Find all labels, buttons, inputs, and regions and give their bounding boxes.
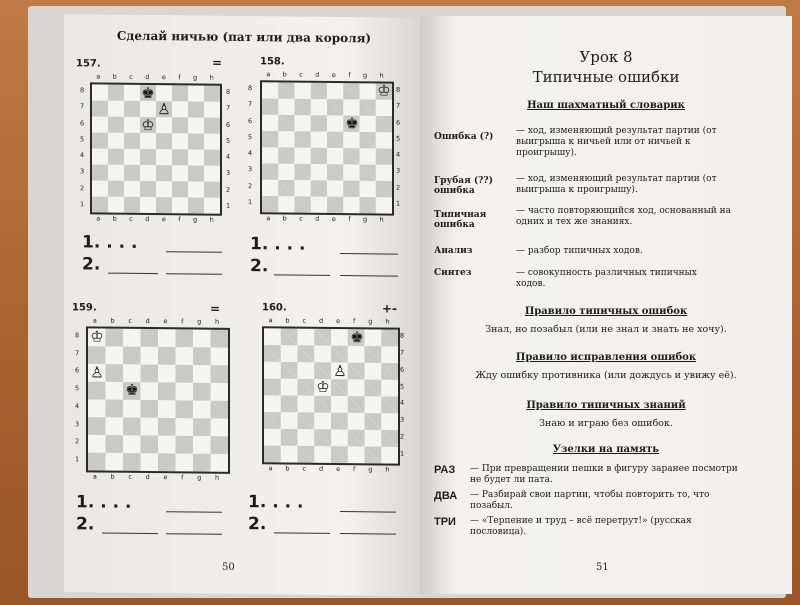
problem-result: = <box>210 301 221 316</box>
files-bottom: a b c d e f g h <box>92 472 220 482</box>
term: Типичная ошибка <box>434 210 487 230</box>
problem-157 <box>74 55 234 300</box>
page-number: 51 <box>596 562 609 573</box>
definition: — совокупность различных типичных ходов. <box>516 268 697 289</box>
answer-line-1: 1. . . . <box>82 232 138 253</box>
dictionary-heading: Наш шахматный словарик <box>527 100 685 111</box>
answer-blank[interactable] <box>166 533 222 535</box>
answer-blank[interactable] <box>274 532 330 534</box>
files-top: a b c d e f g h <box>266 70 384 80</box>
files-top: a b c d e f g h <box>268 316 390 326</box>
chess-board <box>260 80 394 215</box>
problem-number: 158. <box>260 56 285 68</box>
white-king-icon: ♔ <box>316 377 330 396</box>
black-king-icon: ♚ <box>125 380 139 399</box>
rule1-text: Знал, но позабыл (или не знал и знать не хочу). <box>485 324 727 335</box>
term: Синтез <box>434 268 472 278</box>
ranks-right: 8 7 6 5 4 3 2 1 <box>226 87 231 210</box>
memo-key: РАЗ <box>434 464 456 476</box>
answer-blank[interactable] <box>340 511 396 513</box>
memo-heading: Узелки на память <box>552 444 660 455</box>
term: Грубая (??) ошибка <box>434 176 493 196</box>
problem-number: 157. <box>76 58 101 70</box>
definition: — ход, изменяющий результат партии (от выигрыша к проигрышу). <box>516 174 717 195</box>
chess-board <box>86 326 230 474</box>
files-top: a b c d e f g h <box>92 316 220 326</box>
white-pawn-icon: ♙ <box>90 363 104 382</box>
white-king-icon: ♔ <box>141 115 155 135</box>
rule1-heading: Правило типичных ошибок <box>524 306 688 317</box>
term: Ошибка (?) <box>434 132 494 142</box>
definition: — ход, изменяющий результат партии (от выигрыша к ничьей или от ничьей к проигрышу). <box>516 126 717 158</box>
ranks-left: 8 7 6 5 4 3 2 1 <box>248 84 253 206</box>
files-bottom: a b c d e f g h <box>266 214 384 224</box>
lesson-title: Типичные ошибки <box>532 68 680 86</box>
white-king-icon: ♔ <box>377 81 391 100</box>
white-pawn-icon: ♙ <box>157 100 171 119</box>
rule3-heading: Правило типичных знаний <box>526 400 686 411</box>
answer-line-2: 2. <box>82 254 101 275</box>
chess-board <box>262 326 400 465</box>
problem-158 <box>240 56 410 298</box>
white-king-icon: ♔ <box>90 327 104 346</box>
files-bottom: a b c d e f g h <box>96 214 214 224</box>
answer-blank[interactable] <box>274 274 330 276</box>
answer-blank[interactable] <box>108 273 158 275</box>
answer-line-1: 1. . . . <box>76 492 132 513</box>
black-king-icon: ♚ <box>345 114 359 133</box>
ranks-right: 8 7 6 5 4 3 2 1 <box>396 85 401 208</box>
answer-line-1: 1. . . . <box>248 492 304 513</box>
ranks-right: 8 7 6 5 4 3 2 1 <box>400 332 405 458</box>
chess-board <box>90 82 222 215</box>
black-king-icon: ♚ <box>350 328 364 347</box>
answer-blank[interactable] <box>340 533 396 535</box>
white-pawn-icon: ♙ <box>333 361 347 381</box>
rule3-text: Знаю и играю без ошибок. <box>539 418 673 429</box>
problem-number: 160. <box>262 302 287 314</box>
rule2-text: Жду ошибку противника (или дождусь и увижу её). <box>475 370 737 381</box>
page-number: 50 <box>222 561 235 573</box>
memo-text: — Разбирай свои партии, чтобы повторить то, что позабыл. <box>470 490 710 511</box>
answer-blank[interactable] <box>340 253 398 255</box>
files-top: a b c d e f g h <box>96 72 214 82</box>
answer-blank[interactable] <box>166 511 222 513</box>
ranks-left: 8 7 6 5 4 3 2 1 <box>75 331 80 464</box>
answer-blank[interactable] <box>166 251 222 253</box>
right-page <box>420 16 792 594</box>
problem-160 <box>242 302 414 564</box>
memo-text: — При превращении пешки в фигуру заранее посмотри не будет ли пата. <box>470 464 738 485</box>
page-title: Сделай ничью (пат или два короля) <box>116 28 372 46</box>
files-bottom: a b c d e f g h <box>268 464 390 474</box>
left-page <box>64 14 420 596</box>
answer-line-1: 1. . . . <box>250 234 306 255</box>
answer-blank[interactable] <box>102 533 158 535</box>
problem-result: +- <box>382 301 398 316</box>
answer-line-2: 2. <box>248 514 267 535</box>
definition: — часто повторяющийся ход, основанный на одних и тех же знаниях. <box>516 206 732 227</box>
lesson-number: Урок 8 <box>579 48 633 66</box>
memo-key: ДВА <box>434 490 458 502</box>
memo-key: ТРИ <box>434 516 456 528</box>
definition: — разбор типичных ходов. <box>516 246 643 256</box>
open-book <box>28 6 786 598</box>
black-king-icon: ♚ <box>141 83 155 103</box>
memo-text: — «Терпение и труд – всё перетрут!» (русская пословица). <box>470 516 692 537</box>
answer-line-2: 2. <box>250 256 269 277</box>
problem-159 <box>70 302 240 564</box>
answer-blank[interactable] <box>340 275 398 277</box>
term: Анализ <box>434 246 473 256</box>
answer-line-2: 2. <box>76 514 95 535</box>
problem-result: = <box>212 55 223 70</box>
problem-number: 159. <box>72 302 97 314</box>
answer-blank[interactable] <box>166 273 222 275</box>
ranks-left: 8 7 6 5 4 3 2 1 <box>80 86 85 209</box>
rule2-heading: Правило исправления ошибок <box>515 352 697 363</box>
